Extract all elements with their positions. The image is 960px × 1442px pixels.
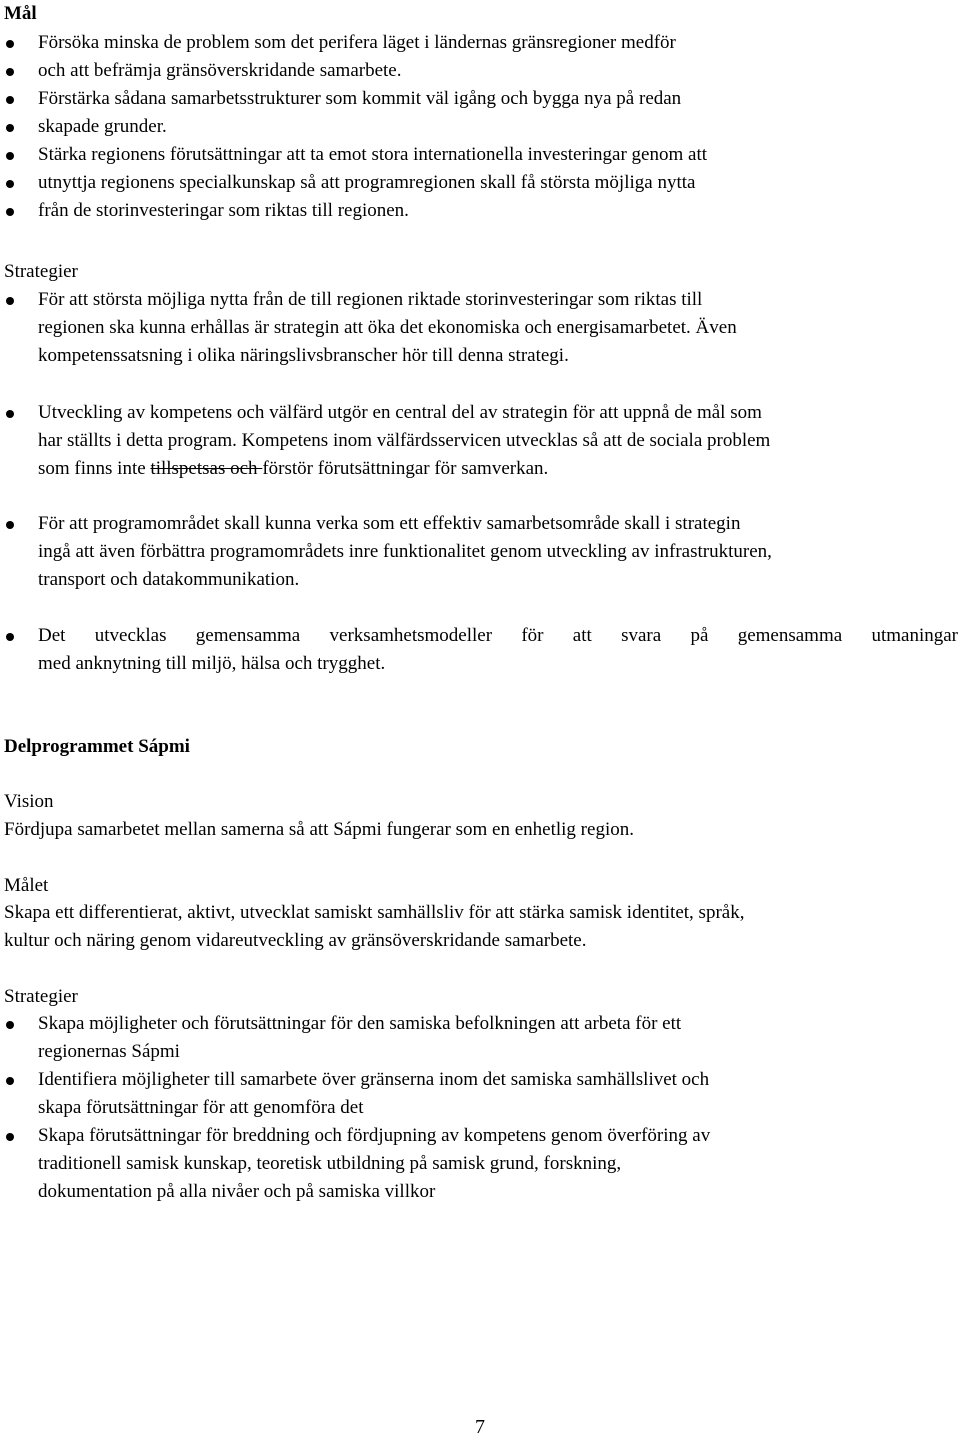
bullet-icon <box>6 1021 14 1029</box>
paragraph-line: För att största möjliga nytta från de till regionen riktade storinvesteringar som riktas till <box>38 289 703 310</box>
heading-vision: Vision <box>4 791 54 812</box>
bullet-icon <box>6 297 14 305</box>
struck-text: tillspetsas och <box>150 458 263 479</box>
heading-delprogrammet-sapmi: Delprogrammet Sápmi <box>4 736 190 757</box>
paragraph-line: transport och datakommunikation. <box>38 569 300 590</box>
paragraph-line: ingå att även förbättra programområdets inre funktionalitet genom utveckling av infrastrukturen, <box>38 541 772 562</box>
bullet-icon <box>6 208 14 216</box>
paragraph-line: regionen ska kunna erhållas är strategin att öka det ekonomiska och energisamarbetet. Även <box>38 317 737 338</box>
bullet-icon <box>6 124 14 132</box>
bullet-icon <box>6 40 14 48</box>
bullet-icon <box>6 410 14 418</box>
bullet-icon <box>6 521 14 529</box>
mal-line-4: skapade grunder. <box>38 116 167 137</box>
paragraph-line: regionernas Sápmi <box>38 1041 180 1062</box>
bullet-icon <box>6 1077 14 1085</box>
paragraph-line: har ställts i detta program. Kompetens inom välfärdsservicen utvecklas så att de sociala problem <box>38 430 771 451</box>
malet-line-1: Skapa ett differentierat, aktivt, utvecklat samiskt samhällsliv för att stärka samisk identitet, språk, <box>4 902 745 923</box>
paragraph-line: Identifiera möjligheter till samarbete över gränserna inom det samiska samhällslivet och <box>38 1069 710 1090</box>
paragraph-line <box>38 455 548 483</box>
heading-strategier-sapmi: Strategier <box>4 986 78 1007</box>
bullet-icon <box>6 633 14 641</box>
mal-line-6: utnyttja regionens specialkunskap så att programregionen skall få största möjliga nytta <box>38 172 696 193</box>
paragraph-line: skapa förutsättningar för att genomföra det <box>38 1097 364 1118</box>
bullet-icon <box>6 68 14 76</box>
malet-line-2: kultur och näring genom vidareutveckling av gränsöverskridande samarbete. <box>4 930 587 951</box>
heading-strategier: Strategier <box>4 261 78 282</box>
paragraph-line: Utveckling av kompetens och välfärd utgör en central del av strategin för att uppnå de mål som <box>38 402 762 423</box>
vision-text: Fördjupa samarbetet mellan samerna så att Sápmi fungerar som en enhetlig region. <box>4 819 634 840</box>
paragraph-line: dokumentation på alla nivåer och på samiska villkor <box>38 1181 436 1202</box>
bullet-icon <box>6 180 14 188</box>
mal-line-7: från de storinvesteringar som riktas till regionen. <box>38 200 409 221</box>
paragraph-line: Det utvecklas gemensamma verksamhetsmodeller för att svara på gemensamma utmaningar <box>38 625 958 646</box>
heading-malet: Målet <box>4 875 49 896</box>
heading-mal: Mål <box>4 3 37 24</box>
bullet-icon <box>6 1133 14 1141</box>
paragraph-line: Skapa förutsättningar för breddning och fördjupning av kompetens genom överföring av <box>38 1125 711 1146</box>
bullet-icon <box>6 96 14 104</box>
text-segment: förstör förutsättningar för samverkan. <box>262 458 549 479</box>
mal-line-5: Stärka regionens förutsättningar att ta emot stora internationella investeringar genom att <box>38 144 708 165</box>
page-number: 7 <box>475 1416 485 1438</box>
paragraph-line: Skapa möjligheter och förutsättningar för den samiska befolkningen att arbeta för ett <box>38 1013 682 1034</box>
mal-line-2: och att befrämja gränsöverskridande samarbete. <box>38 60 402 81</box>
paragraph-line: För att programområdet skall kunna verka som ett effektiv samarbetsområde skall i strategin <box>38 513 741 534</box>
mal-line-3: Förstärka sådana samarbetsstrukturer som kommit väl igång och bygga nya på redan <box>38 88 682 109</box>
text-segment: som finns inte <box>38 458 151 479</box>
paragraph-line: kompetenssatsning i olika näringslivsbranscher hör till denna strategi. <box>38 345 569 366</box>
mal-line-1: Försöka minska de problem som det perifera läget i ländernas gränsregioner medför <box>38 32 676 53</box>
paragraph-line: med anknytning till miljö, hälsa och trygghet. <box>38 653 386 674</box>
bullet-icon <box>6 152 14 160</box>
paragraph-line: traditionell samisk kunskap, teoretisk utbildning på samisk grund, forskning, <box>38 1153 622 1174</box>
